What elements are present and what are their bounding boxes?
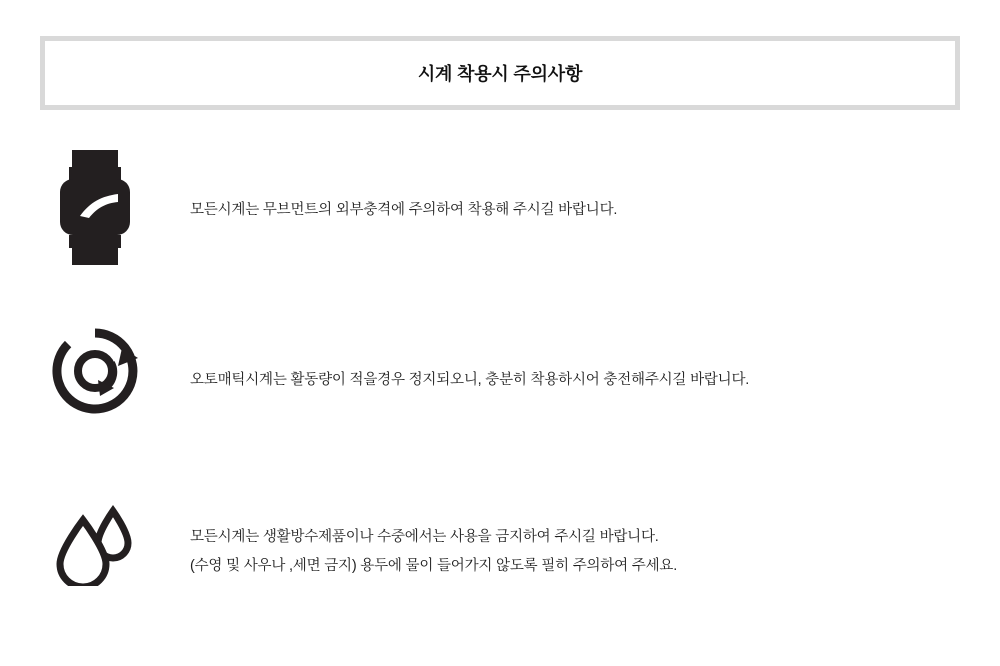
notice-icon-cell <box>0 322 190 414</box>
notice-icon-cell <box>0 494 190 586</box>
notice-text-cell <box>190 322 1000 395</box>
notice-line: 모든시계는 무브먼트의 외부충격에 주의하여 착용해 주시길 바랍니다. <box>190 202 618 218</box>
list-item <box>0 494 1000 614</box>
notice-list <box>0 150 1000 666</box>
rotation-arrows-icon <box>52 328 138 414</box>
water-drops-icon <box>52 500 138 586</box>
header-banner-inner <box>45 41 955 105</box>
notice-text-cell <box>190 150 1000 225</box>
notice-icon-cell <box>0 150 190 265</box>
list-item <box>0 322 1000 442</box>
notice-text-cell <box>190 494 1000 580</box>
page-title: 시계 착용시 주의사항 <box>417 64 583 84</box>
list-item <box>0 150 1000 270</box>
wristwatch-icon <box>56 150 134 265</box>
notice-line: 오토매틱시계는 활동량이 적을경우 정지되오니, 충분히 착용하시어 충전해주시길 바랍니다. <box>190 372 750 388</box>
header-banner <box>40 36 960 110</box>
notice-line: (수영 및 사우나 ,세면 금지) 용두에 물이 들어가지 않도록 필히 주의하여 주세요. <box>190 557 678 574</box>
notice-line: 모든시계는 생활방수제품이나 수중에서는 사용을 금지하여 주시길 바랍니다. <box>190 529 659 545</box>
